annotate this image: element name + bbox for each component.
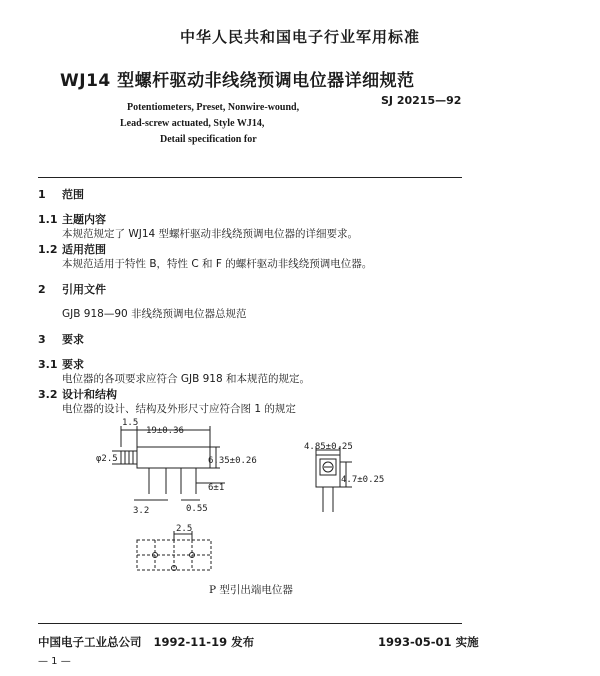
document-title: WJ14 型螺杆驱动非线绕预调电位器详细规范 [60,71,415,91]
section-title: 要求 [62,333,84,346]
standard-org-header: 中华人民共和国电子行业军用标准 [179,28,420,46]
section-title: 范围 [62,188,84,201]
english-title-line-3: Detail specification for [160,134,257,145]
section-title: 设计和结构 [62,388,117,401]
potentiometer-body [137,447,210,468]
section-3-2-text: 电位器的设计、结构及外形尺寸应符合图 1 的规定 [62,403,296,415]
section-1-2-text: 本规范适用于特性 B，特性 C 和 F 的螺杆驱动非线绕预调电位器。 [62,258,373,270]
english-title-line-2: Lead-screw actuated, Style WJ14, [120,118,265,129]
footer-left [38,634,254,650]
page-number: — 1 — [38,656,71,667]
section-number: 1.2 [38,243,58,256]
section-number: 2 [38,283,46,296]
figure-caption: P 型引出端电位器 [209,584,293,596]
dim-0-55: 0.55 [186,504,208,514]
section-number: 3 [38,333,46,346]
dim-phi-2-5: φ2.5 [96,454,118,464]
dim-6: 6±1 [208,483,225,493]
section-title: 引用文件 [62,283,106,296]
dim-3-2: 3.2 [133,506,150,516]
section-1-1-text: 本规范规定了 WJ14 型螺杆驱动非线绕预调电位器的详细要求。 [62,228,359,240]
dim-4-85: 4.85±0.25 [304,442,353,452]
section-number: 3.2 [38,388,58,401]
section-title: 主题内容 [62,213,106,226]
section-number: 1 [38,188,46,201]
dim-6-35: 6.35±0.26 [208,456,257,466]
publisher: 中国电子工业总公司 [38,635,142,649]
dim-2-5-pitch: 2.5 [176,524,193,534]
section-3-1-text: 电位器的各项要求应符合 GJB 918 和本规范的规定。 [62,373,310,385]
footer-divider [38,623,462,624]
standard-code: SJ 20215—92 [381,94,462,107]
effective-date: 1993-05-01 实施 [378,635,479,649]
section-title: 要求 [62,358,84,371]
section-title: 适用范围 [62,243,106,256]
section-number: 1.1 [38,213,58,226]
issue-date: 1992-11-19 发布 [153,635,255,649]
english-title-line-1: Potentiometers, Preset, Nonwire-wound, [127,102,300,113]
section-2-text: GJB 918—90 非线绕预调电位器总规范 [62,308,247,320]
dim-19: 19±0.36 [146,426,184,436]
dim-1-5: 1.5 [122,418,139,428]
dim-4-7: 4.7±0.25 [341,475,385,485]
section-number: 3.1 [38,358,58,371]
